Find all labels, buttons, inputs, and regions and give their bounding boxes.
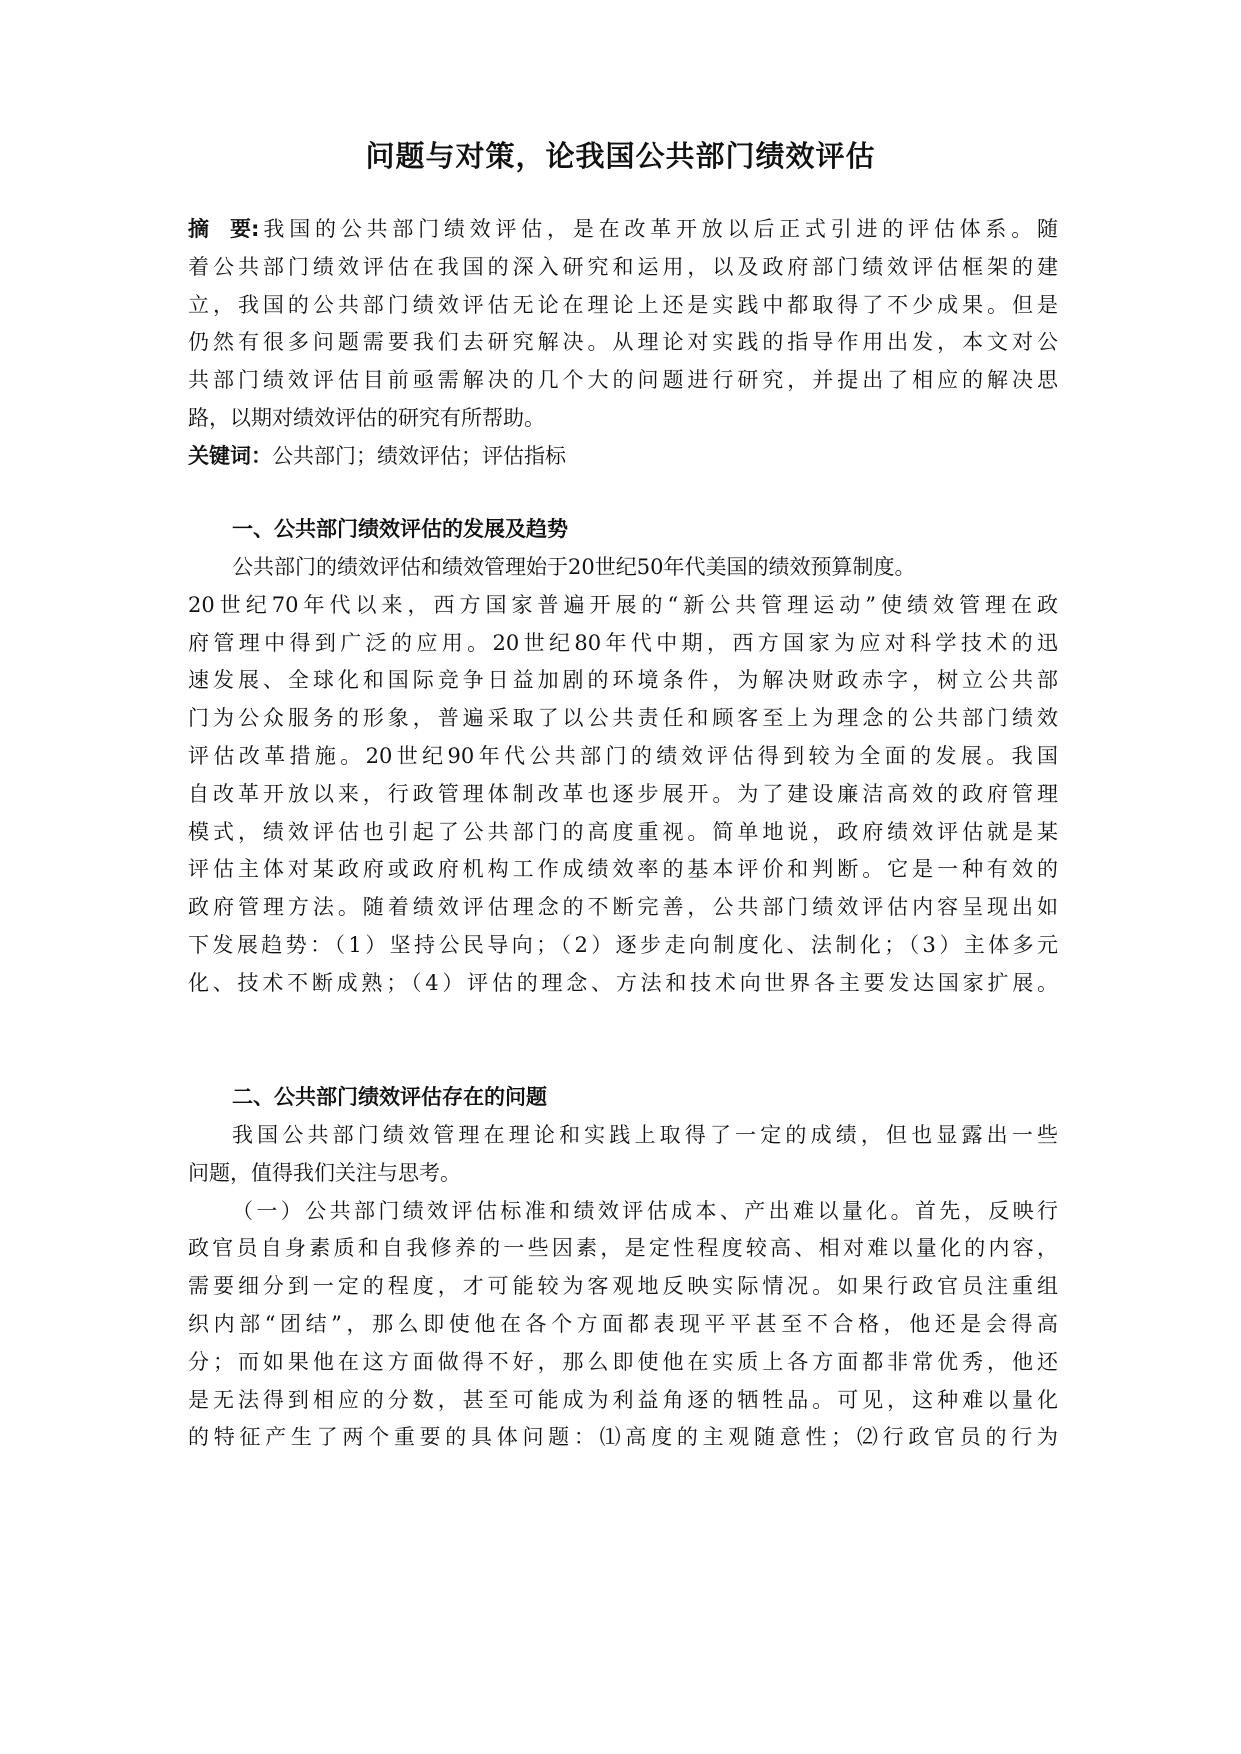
paragraph-line: 模式，绩效评估也引起了公共部门的高度重视。简单地说，政府绩效评估就是某 (188, 819, 1058, 844)
paragraph-line: 政府管理方法。随着绩效评估理念的不断完善，公共部门绩效评估内容呈现出如 (188, 895, 1058, 920)
paragraph-line: 评估主体对某政府或政府机构工作成绩效率的基本评价和判断。它是一种有效的 (188, 857, 1058, 882)
paragraph-line: 自改革开放以来，行政管理体制改革也逐步展开。为了建设廉洁高效的政府管理 (188, 781, 1058, 806)
section-2-body (188, 1117, 1058, 1457)
paragraph-line: 速发展、全球化和国际竞争日益加剧的环境条件，为解决财政赤字，树立公共部 (188, 668, 1058, 693)
paragraph-line: 的特征产生了两个重要的具体问题：⑴高度的主观随意性；⑵行政官员的行为 (188, 1425, 1058, 1450)
paragraph-line: 化、技术不断成熟；（4）评估的理念、方法和技术向世界各主要发达国家扩展。 (188, 970, 1058, 995)
abstract-text: 我国的公共部门绩效评估，是在改革开放以后正式引进的评估体系。随 (263, 217, 1058, 241)
paragraph-line: 织内部“团结”，那么即使他在各个方面都表现平平甚至不合格，他还是会得高 (188, 1311, 1058, 1336)
paragraph-line: 政官员自身素质和自我修养的一些因素，是定性程度较高、相对难以量化的内容， (188, 1236, 1058, 1261)
paragraph-line: 是无法得到相应的分数，甚至可能成为利益角逐的牺牲品。可见，这种难以量化 (188, 1387, 1058, 1412)
keywords-value: 公共部门；绩效评估；评估指标 (272, 443, 566, 468)
paragraph-line: 20世纪70年代以来，西方国家普遍开展的“新公共管理运动”使绩效管理在政 (188, 592, 1058, 617)
abstract-line: 着公共部门绩效评估在我国的深入研究和运用，以及政府部门绩效评估框架的建 (188, 254, 1058, 279)
abstract-label: 摘 要: (188, 217, 260, 241)
paragraph-line: 分；而如果他在这方面做得不好，那么即使他在实质上各方面都非常优秀，他还 (188, 1349, 1058, 1374)
paragraph-line: 评估改革措施。20世纪90年代公共部门的绩效评估得到较为全面的发展。我国 (188, 743, 1058, 768)
paragraph-line: 公共部门的绩效评估和绩效管理始于20世纪50年代美国的绩效预算制度。 (232, 555, 916, 579)
abstract (188, 211, 1058, 476)
paragraph-line: 我国公共部门绩效管理在理论和实践上取得了一定的成绩，但也显露出一些 (232, 1123, 1058, 1147)
abstract-line: 路，以期对绩效评估的研究有所帮助。 (188, 405, 545, 430)
keywords-label: 关键词： (188, 443, 272, 468)
paragraph-line: 下发展趋势：（1）坚持公民导向；（2）逐步走向制度化、法制化；（3）主体多元 (188, 932, 1058, 957)
keywords (188, 438, 1058, 476)
paragraph-line: （一）公共部门绩效评估标准和绩效评估成本、产出难以量化。首先，反映行 (232, 1198, 1058, 1223)
abstract-first-line (188, 211, 1058, 249)
paragraph-line: 门为公众服务的形象，普遍采取了以公共责任和顾客至上为理念的公共部门绩效 (188, 706, 1058, 731)
paragraph-line: 问题，值得我们关注与思考。 (188, 1160, 461, 1185)
section-1-body (188, 549, 1058, 1003)
abstract-line: 仍然有很多问题需要我们去研究解决。从理论对实践的指导作用出发，本文对公 (188, 330, 1058, 355)
abstract-line: 立，我国的公共部门绩效评估无论在理论上还是实践中都取得了不少成果。但是 (188, 292, 1058, 317)
document-title: 问题与对策，论我国公共部门绩效评估 (365, 139, 876, 173)
paragraph-line: 需要细分到一定的程度，才可能较为客观地反映实际情况。如果行政官员注重组 (188, 1274, 1058, 1299)
section-1-heading: 一、公共部门绩效评估的发展及趋势 (232, 517, 568, 541)
abstract-line: 共部门绩效评估目前亟需解决的几个大的问题进行研究，并提出了相应的解决思 (188, 368, 1058, 393)
paragraph-line: 府管理中得到广泛的应用。20世纪80年代中期，西方国家为应对科学技术的迅 (188, 630, 1058, 655)
section-2-heading: 二、公共部门绩效评估存在的问题 (232, 1085, 547, 1109)
